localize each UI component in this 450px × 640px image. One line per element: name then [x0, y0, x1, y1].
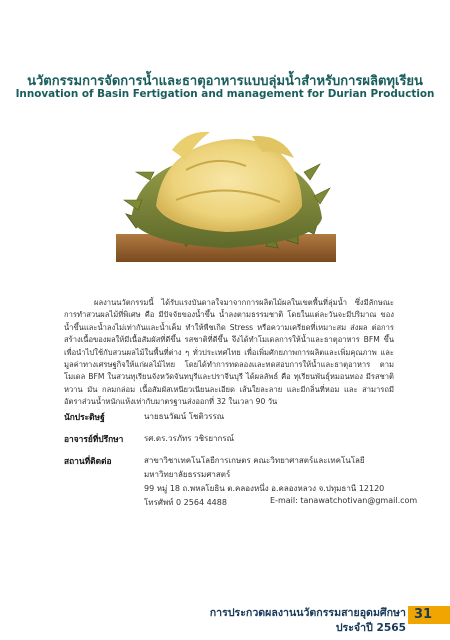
contact-line: 99 หมู่ 18 ถ.พหลโยธิน ต.คลองหนึ่ง อ.คลองหลวง จ.ปทุมธานี 12120 [144, 484, 385, 493]
description-line: ต่อการสร้างเนื้อของผลให้มีเนื้อสัมผัสที่ดีขึ้น รสชาติที่ดีขึ้น จึงได้ทำโมเดลการให้น้ำและธาตุอาหาร BFM [64, 322, 394, 345]
description-line: ของน้ำขึ้นและน้ำลงไม่เท่ากันและน้ำเค็ม ทำให้พืชเกิด Stress หรือความเครียดที่เหมาะสม ส่งผล [64, 310, 394, 332]
page-title-thai: นวัตกรรมการจัดการน้ำและธาตุอาหารแบบลุ่มน้ำสำหรับการผลิตทุเรียน [27, 74, 423, 89]
description-paragraph [64, 297, 394, 409]
inventor-label: นักประดิษฐ์ [64, 412, 105, 422]
contact-block [64, 454, 418, 514]
contact-line: สาขาวิชาเทคโนโลยีการเกษตร คณะวิทยาศาสตร์และเทคโนโลยี [144, 456, 365, 465]
phone-line: โทรศัพท์ 0 2564 4488 [144, 498, 227, 507]
advisor-value: รศ.ดร.วรภัทร วชิรยากรณ์ [144, 434, 235, 443]
contact-line: มหาวิทยาลัยธรรมศาสตร์ [144, 470, 231, 479]
contact-label: สถานที่ติดต่อ [64, 456, 112, 466]
durian-illustration [76, 110, 374, 262]
footer-year: ประจำปี 2565 [335, 622, 406, 634]
page-title-english: Innovation of Basin Fertigation and management for Durian Production [15, 88, 435, 100]
inventor-value: นายธนวัฒน์ โชติวรรณ [144, 412, 225, 421]
description-line: สามารถมีอัตราส่วนน้ำหนักแห้งเท่ากับมาตรฐานส่งออกที่ 32 ในเวลา 90 วัน [64, 384, 394, 407]
email-line: E-mail: tanawatchotivan@gmail.com [270, 496, 418, 505]
description-line: การทำสวนผลไม้ที่พิเศษ คือ มีปัจจัยของน้ำขึ้น น้ำลงตามธรรมชาติ โดยในแต่ละวันจะมีปริมาณ [64, 310, 377, 320]
page-number-badge: 31 [408, 606, 450, 624]
advisor-label: อาจารย์ที่ปรึกษา [64, 434, 124, 444]
description-line: ขึ้น เพื่อนำไปใช้กับสวนผลไม้ในพื้นที่ต่าง ๆ ทั่วประเทศไทย เพื่อเพิ่มศักยภาพการผลิตและเพิ่มคุณภาพ [64, 335, 395, 357]
footer-contest-title: การประกวดผลงานนวัตกรรมสายอุดมศึกษา [209, 607, 406, 619]
durian-photo [76, 110, 374, 262]
description-line: มีรสชาติหวาน มัน กลมกล่อม เนื้อสัมผัสเหนียวเนียนละเอียด เส้นใยละลาย และมีกลิ่นที่หอม และ [64, 372, 394, 394]
description-line: ตามโมเดล BFM ในสวนทุเรียนจังหวัดจันทบุรีและปราจีนบุรี ได้ผลลัพธ์ คือ ทุเรียนพันธุ์หมอนทอง [64, 360, 394, 382]
description-line: ผลงานนวัตกรรมนี้ ได้รับแรงบันดาลใจมาจากการผลิตไม้ผลในเขตพื้นที่ลุ่มน้ำ ซึ่งมีลักษณะ [94, 298, 394, 307]
description-line: และมูลค่าทางเศรษฐกิจให้แก่ผลไม้ไทย โดยได้ทำการทดลองและทดสอบการให้น้ำและธาตุอาหาร [64, 347, 394, 370]
